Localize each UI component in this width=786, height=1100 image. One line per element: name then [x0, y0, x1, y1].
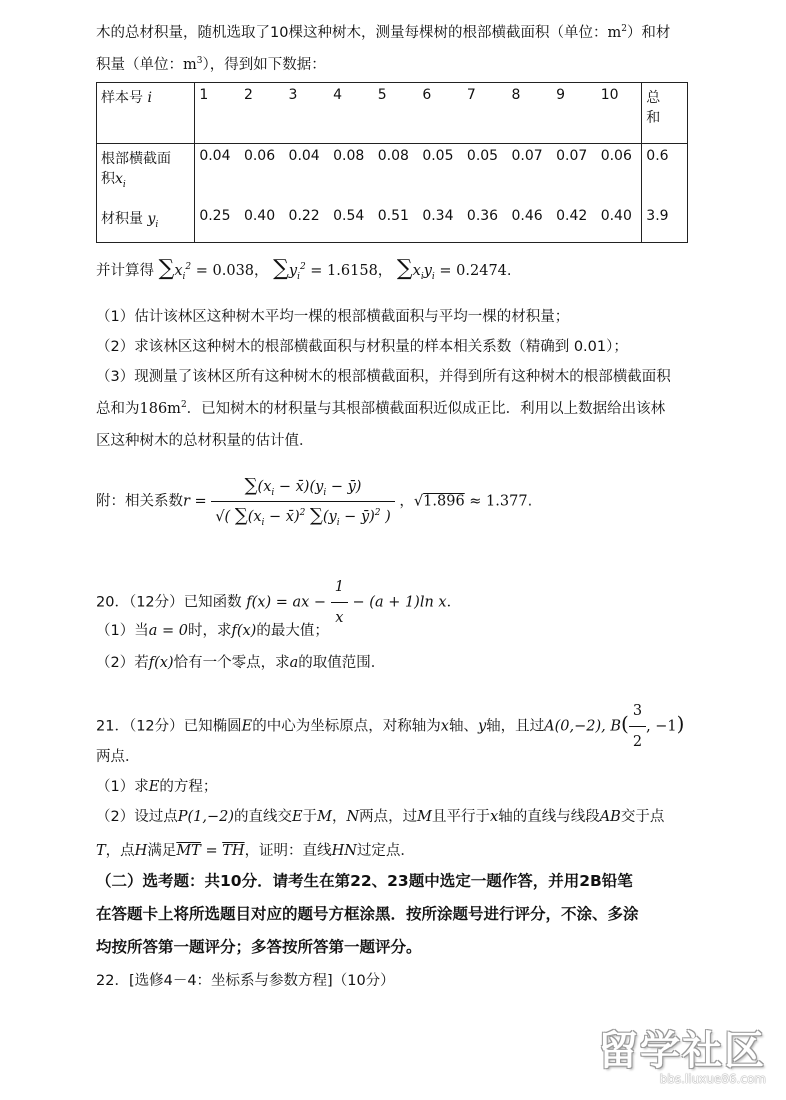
intro-line-1: 木的总材积量，随机选取了10棵这种树木，测量每棵树的根部横截面积（单位：$m^2$）和材 [96, 24, 671, 41]
table-cell: 0.07 [556, 148, 588, 164]
table-cell: 0.04 [199, 148, 231, 164]
question-1: （1）估计该林区这种树木平均一棵的根部横截面积与平均一棵的材积量； [96, 309, 570, 325]
header-label: 样本号 i [97, 83, 195, 144]
table-cell: 0.06 [243, 148, 276, 164]
row-x-label: 根部横截面 积$x_i$ [97, 144, 195, 205]
table-cell: 3 [285, 83, 330, 144]
table-cell: 2 [240, 83, 285, 144]
section-2-line-3: 均按所答第一题评分；多答按所答第一题评分。 [96, 938, 422, 956]
table-cell: 0.25 [199, 208, 231, 224]
table-cell: 6 [418, 83, 463, 144]
problem-21-sub-1: （1）求E的方程； [96, 779, 218, 795]
question-3-line-2: 总和为$186m^2$．已知树木的材积量与其根部横截面积近似成正比．利用以上数据给出该林 [96, 400, 666, 417]
table-row-x [97, 144, 688, 205]
table-cell: 0.51 [377, 208, 409, 224]
watermark-logo: 留学社区 bbs.liuxue86.com [598, 1028, 766, 1086]
table-cell: 0.08 [377, 148, 409, 164]
table-cell: 7 [463, 83, 508, 144]
question-3-line-1: （3）现测量了该林区所有这种树木的根部横截面积，并得到所有这种树木的根部横截面积 [96, 369, 671, 385]
table-row-y [97, 204, 688, 243]
table-cell: 0.54 [333, 208, 365, 224]
table-cell: 0.42 [556, 208, 588, 224]
table-cell: 5 [374, 83, 419, 144]
table-cell: 0.40 [600, 208, 632, 224]
table-cell: 0.46 [511, 208, 543, 224]
data-table [96, 82, 688, 243]
problem-21-sub-2: （2）设过点P(1,−2)的直线交E于M，N两点，过M且平行于x轴的直线与线段AB交于点 [96, 809, 665, 825]
question-3-line-3: 区这种树木的总材积量的估计值． [96, 433, 314, 449]
table-cell: 8 [508, 83, 553, 144]
intro-line-2: 积量（单位：$m^3$），得到如下数据： [96, 56, 326, 73]
table-cell: 0.05 [422, 148, 454, 164]
problem-20: 20．（12分）已知函数 f(x) = ax − $\frac{1}{x}$ − (a + 1)ln x． [96, 572, 461, 633]
table-cell: 0.08 [333, 148, 365, 164]
problem-20-sub-2: （2）若f(x)恰有一个零点，求a的取值范围． [96, 655, 386, 671]
calc-line: 并计算得 $\sum x_i^2 = 0.038$， $\sum y_i^2 = 1.6158$， $\sum x_iy_i = 0.2474$. [96, 256, 512, 282]
table-cell: 9 [552, 83, 597, 144]
row-y-label: 材积量 $y_i$ [97, 204, 195, 243]
table-cell: 0.36 [466, 208, 499, 224]
section-2-line-1: （二）选考题：共10分．请考生在第22、23题中选定一题作答，并用2B铅笔 [96, 872, 633, 890]
table-cell: 0.40 [243, 208, 276, 224]
table-cell: 0.34 [422, 208, 454, 224]
correlation-fraction: $\frac{\sum(x_i - x̄)(y_i - ȳ)}{√( \sum(x_i - x̄)^2 \sum(y_i - ȳ)^2 )}$ [211, 472, 395, 531]
sum-header: 总 和 [642, 83, 688, 144]
table-cell: 0.07 [511, 148, 543, 164]
table-cell: 0.6 [642, 144, 688, 205]
problem-21: 21．（12分）已知椭圆E的中心为坐标原点，对称轴为x轴、y轴，且过A(0,−2), B( $\frac{3}{2}$ , −1) [96, 696, 684, 757]
sigma-symbol: ∑ [396, 256, 413, 281]
problem-21-sub-2-line-2: T，点H满足$\overline{MT} = \overline{TH}$，证明：直线HN过定点． [96, 843, 415, 859]
sigma-symbol: ∑ [273, 256, 289, 281]
table-cell: 3.9 [642, 204, 688, 243]
section-2-line-2: 在答题卡上将所选题目对应的题号方框涂黑．按所涂题号进行评分，不涂、多涂 [96, 905, 639, 923]
problem-20-sub-1: （1）当a = 0时，求f(x)的最大值； [96, 623, 329, 639]
table-cell: 0.04 [288, 148, 320, 164]
sigma-symbol: ∑ [158, 256, 175, 281]
table-cell: 0.22 [288, 208, 320, 224]
table-row-header [97, 83, 688, 144]
table-cell: 1 [195, 83, 240, 144]
question-2: （2）求该林区这种树木的根部横截面积与材积量的样本相关系数（精确到 0.01）； [96, 339, 628, 355]
appendix-formula: 附：相关系数r = $\frac{\sum(x_i - x̄)(y_i - ȳ)}{√( \sum(x_i - x̄)^2 \sum(y_i - ȳ)^2 )}$ ，√1.896 ≈ 1.377. [96, 472, 532, 531]
table-cell: 4 [329, 83, 374, 144]
problem-21-line-2: 两点． [96, 749, 140, 765]
table-cell: 10 [597, 83, 642, 144]
table-cell: 0.06 [600, 148, 632, 164]
table-cell: 0.05 [466, 148, 499, 164]
problem-22: 22．[选修4－4：坐标系与参数方程]（10分） [96, 973, 395, 989]
